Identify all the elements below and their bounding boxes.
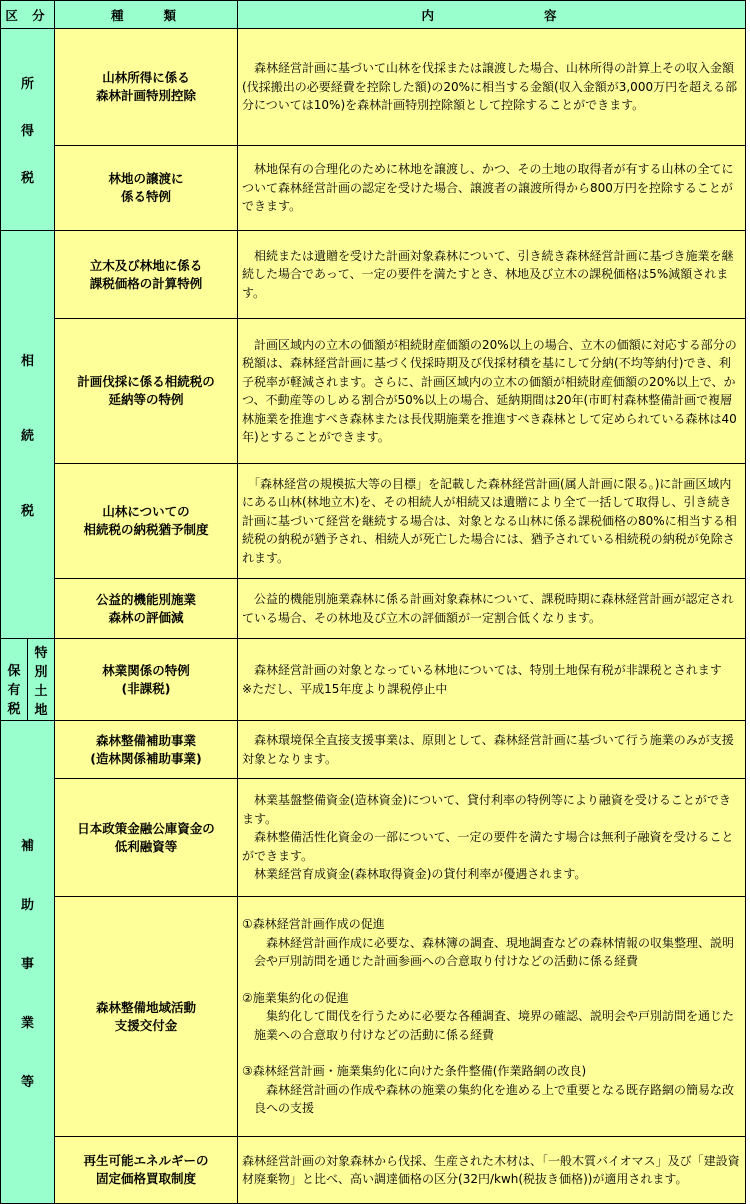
content-cell: 森林環境保全直接支援事業は、原則として、森林経営計画に基づいて行う施業のみが支援対象となります。 <box>238 721 746 779</box>
header-category: 区 分 <box>1 1 55 29</box>
content-cell <box>238 897 746 1137</box>
table-row <box>1 464 746 579</box>
content-paragraph: 森林整備活性化資金の一部について、一定の要件を満たす場合は無利子融資を受けることができます。 <box>242 830 734 863</box>
header-type: 種 類 <box>55 1 238 29</box>
type-cell: 立木及び林地に係る 課税価格の計算特例 <box>55 231 238 319</box>
table-row <box>1 319 746 464</box>
item-title: ①森林経営計画作成の促進 <box>242 917 385 932</box>
item-body: 森林経営計画の作成や森林の施業の集約化を進める上で重要となる既存路網の簡易な改良への支援 <box>254 1082 735 1116</box>
table-row <box>1 146 746 231</box>
content-cell: 公益的機能別施業森林に係る計画対象森林について、課税時期に森林経営計画が認定されている場合、その林地及び立木の評価額が一定割合低くなります。 <box>238 579 746 639</box>
table-row <box>1 231 746 319</box>
type-cell: 再生可能エネルギーの 固定価格買取制度 <box>55 1137 238 1204</box>
type-cell: 森林整備地域活動 支援交付金 <box>55 897 238 1137</box>
content-cell: 相続または遺贈を受けた計画対象森林について、引き続き森林経営計画に基づき施業を継続した場合であって、一定の要件を満たすとき、林地及び立木の課税価格は5%減額されます。 <box>238 231 746 319</box>
type-cell: 林業関係の特例 (非課税) <box>55 639 238 721</box>
category-subsidy-programs: 補 助 事 業 等 <box>1 721 55 1204</box>
table-row <box>1 721 746 779</box>
item-body: 集約化して間伐を行うために必要な各種調査、境界の確認、説明会や戸別訪問を通じた施業への合意取り付けなどの活動に係る経費 <box>254 1009 735 1042</box>
type-cell: 林地の譲渡に 係る特例 <box>55 146 238 231</box>
content-cell: 森林経営計画に基づいて山林を伐採または譲渡した場合、山林所得の計算上その収入金額(伐採搬出の必要経費を控除した額)の20%に相当する金額(収入金額が3,000万円を超える部分については10%)を森林計画特別控除額として控除することができます。 <box>238 29 746 146</box>
content-note: ※ただし、平成15年度より課税停止中 <box>242 681 448 696</box>
table-header-row <box>1 1 746 29</box>
content-cell: 林地保有の合理化のために林地を譲渡し、かつ、その土地の取得者が有する山林の全てについて森林経営計画の認定を受けた場合、譲渡者の譲渡所得から800万円を控除することができます。 <box>238 146 746 231</box>
table-row <box>1 779 746 897</box>
table-row <box>1 579 746 639</box>
content-cell: 計画区域内の立木の価額が相続財産価額の20%以上の場合、立木の価額に対応する部分の税額は、森林経営計画に基づく伐採時期及び伐採材積を基にして分納(不均等納付)でき、利子税率が軽減されます。さらに、計画区域内の立木の価額が相続財産価額の20%以上で、かつ、不動産等のしめる割合が50%以上の場合、延納期間は20年(市町村森林整備計画で複層林施業を推進すべき森林または長伐期施業を推進すべき森林として定められている森林は40年)とすることができます。 <box>238 319 746 464</box>
table-row <box>1 29 746 146</box>
category-inheritance-tax: 相 続 税 <box>1 231 55 639</box>
content-cell <box>238 639 746 721</box>
content-paragraph: 林業基盤整備資金(造林資金)について、貸付利率の特例等により融資を受けることができます。 <box>242 793 731 826</box>
type-cell: 公益的機能別施業 森林の評価減 <box>55 579 238 639</box>
item-title: ②施業集約化の促進 <box>242 990 349 1005</box>
content-text: 森林経営計画の対象となっている林地については、特別土地保有税が非課税とされます <box>242 663 722 677</box>
type-cell: 森林整備補助事業 (造林関係補助事業) <box>55 721 238 779</box>
table-row <box>1 1137 746 1204</box>
category-income-tax: 所 得 税 <box>1 29 55 231</box>
category-land-tax-right: 特 別 土 地 <box>28 639 55 721</box>
type-cell: 山林についての 相続税の納税猶予制度 <box>55 464 238 579</box>
category-land-tax-left: 保 有 税 <box>1 639 28 721</box>
content-cell <box>238 779 746 897</box>
type-cell: 日本政策金融公庫資金の 低利融資等 <box>55 779 238 897</box>
content-paragraph: 林業経営育成資金(森林取得資金)の貸付利率が優遇されます。 <box>242 867 587 882</box>
type-cell: 山林所得に係る 森林計画特別控除 <box>55 29 238 146</box>
content-cell: 「森林経営の規模拡大等の目標」を記載した森林経営計画(属人計画に限る。)に計画区域内にある山林(林地立木)を、その相続人が相続又は遺贈により全て一括して取得し、引き続き計画に基づいて経営を継続する場合は、対象となる山林に係る課税価格の80%に相当する相続税の納税が猶予され、相続人が死亡した場合には、猶予されている相続税の納税が免除されます。 <box>238 464 746 579</box>
item-title: ③森林経営計画・施業集約化に向けた条件整備(作業路網の改良) <box>242 1064 587 1079</box>
header-content: 内 容 <box>238 1 746 29</box>
table-row <box>1 897 746 1137</box>
table-row <box>1 639 746 721</box>
type-cell: 計画伐採に係る相続税の 延納等の特例 <box>55 319 238 464</box>
content-cell: 森林経営計画の対象森林から伐採、生産された木材は、「一般木質バイオマス」及び「建設資材廃棄物」と比べ、高い調達価格の区分(32円/kwh(税抜き価格))が適用されます。 <box>238 1137 746 1204</box>
item-body: 森林経営計画作成に必要な、森林簿の調査、現地調査などの森林情報の収集整理、説明会や戸別訪問を通じた計画参画への合意取り付けなどの活動に係る経費 <box>254 935 735 969</box>
